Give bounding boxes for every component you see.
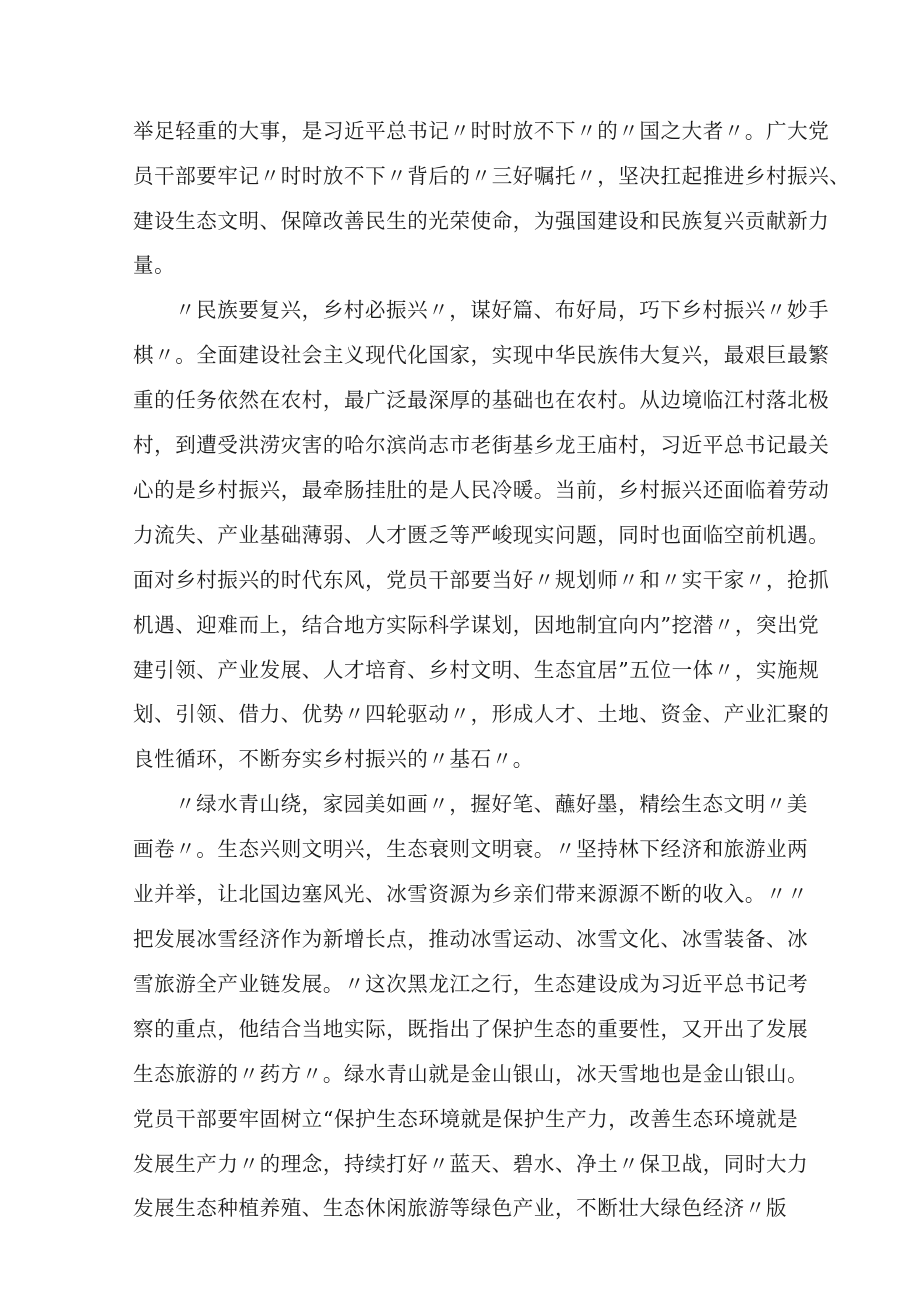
text-line: 重的任务依然在农村，最广泛最深厚的基础也在农村。从边境临江村落北极 xyxy=(133,388,830,412)
paragraph-start-line: 〃绿水青山绕，家园美如画〃，握好笔、蘸好墨，精绘生态文明〃美 xyxy=(175,792,808,816)
text-line: 量。 xyxy=(133,253,176,277)
text-line: 机遇、迎难而上，结合地方实际科学谋划，因地制宜向内”挖潜〃，突出党 xyxy=(133,613,820,637)
text-line: 雪旅游全产业链发展。〃这次黑龙江之行，生态建设成为习近平总书记考 xyxy=(133,972,809,996)
text-line: 业并举，让北国边塞风光、冰雪资源为乡亲们带来源源不断的收入。〃〃 xyxy=(133,882,809,906)
text-line: 面对乡村振兴的时代东风，党员干部要当好〃规划师〃和〃实干家〃，抢抓 xyxy=(133,568,830,592)
text-line: 察的重点，他结合当地实际，既指出了保护生态的重要性，又开出了发展 xyxy=(133,1017,809,1041)
text-line: 员干部要牢记〃时时放不下〃背后的〃三好嘱托〃，坚决扛起推进乡村振兴、 xyxy=(133,164,851,188)
text-line: 党员干部要牢固树立“保护生态环境就是保护生产力，改善生态环境就是 xyxy=(133,1107,799,1131)
text-line: 村，到遭受洪涝灾害的哈尔滨尚志市老街基乡龙王庙村，习近平总书记最关 xyxy=(133,433,830,457)
text-line: 棋〃。全面建设社会主义现代化国家，实现中华民族伟大复兴，最艰巨最繁 xyxy=(133,343,830,367)
text-line: 建引领、产业发展、人才培育、乡村文明、生态宜居”五位一体〃，实施规 xyxy=(133,658,820,682)
paragraph-start-line: 〃民族要复兴，乡村必振兴〃，谋好篇、布好局，巧下乡村振兴〃妙手 xyxy=(175,298,830,322)
text-line: 发展生态种植养殖、生态休闲旅游等绿色产业，不断壮大绿色经济〃版 xyxy=(133,1196,788,1220)
text-line: 把发展冰雪经济作为新增长点，推动冰雪运动、冰雪文化、冰雪装备、冰 xyxy=(133,927,809,951)
text-line: 良性循环，不断夯实乡村振兴的〃基石〃。 xyxy=(133,747,534,771)
text-line: 发展生产力〃的理念，持续打好〃蓝天、碧水、净土〃保卫战，同时大力 xyxy=(133,1152,809,1176)
text-line: 心的是乡村振兴，最牵肠挂肚的是人民冷暖。当前，乡村振兴还面临着劳动 xyxy=(133,478,830,502)
text-line: 建设生态文明、保障改善民生的光荣使命，为强国建设和民族复兴贡献新力 xyxy=(133,209,830,233)
text-line: 生态旅游的〃药方〃。绿水青山就是金山银山，冰天雪地也是金山银山。 xyxy=(133,1062,809,1086)
text-line: 划、引领、借力、优势〃四轮驱动〃，形成人才、土地、资金、产业汇聚的 xyxy=(133,702,830,726)
text-line: 画卷〃。生态兴则文明兴，生态衰则文明衰。〃坚持林下经济和旅游业两 xyxy=(133,837,809,861)
text-line: 力流失、产业基础薄弱、人才匮乏等严峻现实问题，同时也面临空前机遇。 xyxy=(133,523,830,547)
text-line: 举足轻重的大事，是习近平总书记〃时时放不下〃的〃国之大者〃。广大党 xyxy=(133,119,830,143)
